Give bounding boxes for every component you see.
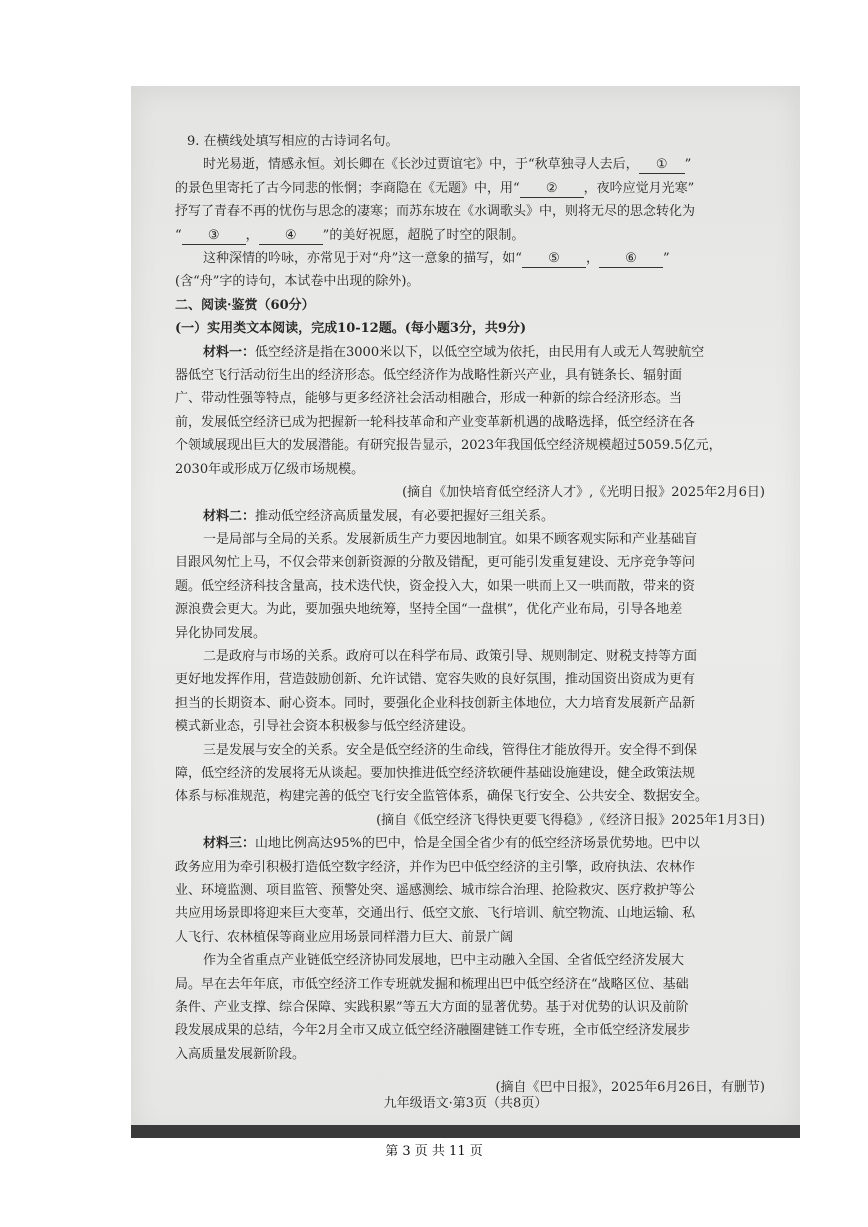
material-1-line: 器低空飞行活动衍生出的经济形态。低空经济作为战略性新兴产业，具有链条长、辐射面: [175, 368, 683, 384]
material-1-source: (摘自《加快培育低空经济人才》,《光明日报》2025年2月6日): [402, 485, 765, 501]
material-3-line: 业、环境监测、项目监管、预警处突、遥感测绘、城市综合治理、抢险救灾、医疗救护等公: [175, 883, 696, 898]
answer-blank-2[interactable]: ②: [520, 181, 584, 198]
material-3-source: (摘自《巴中日报》，2025年6月26日，有删节): [495, 1080, 765, 1096]
q9-line-3: 抒写了青春不再的忧伤与思念的凄寒；而苏东坡在《水调歌头》中，则将无尽的思念转化为: [175, 204, 696, 220]
q9-title: 9. 在横线处填写相应的古诗词名句。: [187, 134, 399, 149]
material-1-line: 广、带动性强等特点，能够与更多经济社会活动相融合，形成一种新的综合经济形态。当: [175, 391, 683, 407]
answer-blank-6[interactable]: ⑥: [599, 251, 663, 268]
answer-blank-3[interactable]: ③: [182, 228, 246, 245]
material-1-line: 个领域展现出巨大的发展潜能。有研究报告显示，2023年我国低空经济规模超过5059.5亿元，: [175, 438, 722, 454]
material-2-line: 模式新业态，引导社会资本积极参与低空经济建设。: [175, 719, 475, 735]
material-2-line: 体系与标准规范，构建完善的低空飞行安全监管体系，确保飞行安全、公共安全、数据安全。: [175, 789, 709, 805]
q9-line-4: [175, 224, 765, 247]
material-3-line: 作为全省重点产业链低空经济协同发展地，巴中主动融入全国、全省低空经济发展大: [203, 953, 685, 969]
material-text: 山地比例高达95%的巴中，恰是全国全省少有的低空经济场景优势地。巴中以: [255, 836, 700, 852]
answer-blank-5[interactable]: ⑤: [522, 251, 586, 268]
material-2-line: 题。低空经济科技含量高，技术迭代快，资金投入大，如果一哄而上又一哄而散，带来的资: [175, 578, 696, 594]
material-3-label: 材料三：: [203, 836, 256, 852]
material-2-line: 一是局部与全局的关系。发展新质生产力要因地制宜。如果不顾客观实际和产业基础盲: [203, 531, 698, 547]
page-content: [175, 130, 765, 1100]
q9-text: ”的美好祝愿，超脱了时空的限制。: [322, 227, 525, 243]
material-2-line: 源浪费会更大。为此，要加强央地统筹，坚持全国“一盘棋”，优化产业布局，引导各地差: [175, 602, 683, 618]
q9-line-1: [175, 153, 765, 176]
exam-page-number: 九年级语文·第3页（共8页）: [383, 1096, 548, 1111]
document-page-number: 第 3 页 共 11 页: [385, 1144, 483, 1159]
q9-text: 的景色里寄托了古今同悲的怅惘；李商隐在《无题》中，用“: [175, 180, 520, 196]
material-1-label: 材料一：: [203, 344, 256, 360]
material-1-line: [175, 341, 765, 364]
q9-text: 这种深情的吟咏，亦常见于对“舟”这一意象的描写，如“: [203, 251, 522, 267]
q9-line-5: [175, 247, 765, 270]
material-3-line: 入高质量发展新阶段。: [175, 1046, 306, 1062]
material-3-line: 局。早在去年年底，市低空经济工作专班就发掘和梳理出巴中低空经济在“战略区位、基础: [175, 976, 689, 992]
material-3-line: 段发展成果的总结，今年2月全市又成立低空经济融圈建链工作专班，全市低空经济发展步: [175, 1023, 691, 1039]
scan-edge-band: [131, 1125, 800, 1138]
answer-blank-1[interactable]: ①: [639, 157, 685, 174]
material-3-line: [175, 832, 765, 855]
material-2-line: 更好地发挥作用，营造鼓励创新、允许试错、宽容失败的良好氛围，推动国资出资成为更有: [175, 672, 696, 688]
material-3-line: 人飞行、农林植保等商业应用场景同样潜力巨大、前景广阔: [175, 929, 514, 945]
material-1-line: 前，发展低空经济已成为把握新一轮科技革命和产业变革新机遇的战略选择，低空经济在各: [175, 414, 696, 430]
q9-text: ”: [662, 251, 670, 267]
material-text: 推动低空经济高质量发展，有必要把握好三组关系。: [255, 508, 555, 524]
q9-text: ，: [245, 227, 259, 243]
answer-blank-4[interactable]: ④: [259, 228, 323, 245]
material-2-intro: [175, 505, 765, 528]
material-2-line: 担当的长期资本、耐心资本。同时，要强化企业科技创新主体地位，大力培育发展新产品新: [175, 695, 696, 711]
q9-line-2: [175, 177, 765, 200]
q9-text: 时光易逝，情感永恒。刘长卿在《长沙过贾谊宅》中，于“秋草独寻人去后，: [203, 157, 639, 173]
material-2-label: 材料二：: [203, 508, 256, 524]
material-2-line: 异化协同发展。: [175, 625, 267, 641]
material-3-line: 条件、产业支撑、综合保障、实践积累”等五大方面的显著优势。基于对优势的认识及前阶: [175, 1000, 689, 1016]
material-3-line: 共应用场景即将迎来巨大变革，交通出行、低空文旅、飞行培训、航空物流、山地运输、私: [175, 906, 696, 922]
q9-text: ”: [684, 157, 692, 173]
q9-text: ，夜吟应觉月光寒”: [583, 180, 695, 196]
material-2-source: (摘自《低空经济飞得快更要飞得稳》,《经济日报》2025年1月3日): [376, 812, 765, 828]
material-2-line: 三是发展与安全的关系。安全是低空经济的生命线，管得住才能放得开。安全得不到保: [203, 742, 698, 758]
material-2-line: 障，低空经济的发展将无从谈起。要加快推进低空经济软硬件基础设施建设，健全政策法规: [175, 765, 696, 781]
material-2-line: 二是政府与市场的关系。政府可以在科学布局、政策引导、规则制定、财税支持等方面: [203, 648, 698, 664]
q9-text: ，: [585, 251, 599, 267]
material-2-line: 目跟风匆忙上马，不仅会带来创新资源的分散及错配，更可能引发重复建设、无序竞争等问: [175, 555, 696, 571]
material-1-line: 2030年或形成万亿级市场规模。: [175, 461, 365, 477]
subsection-title: (一）实用类文本阅读，完成10-12题。(每小题3分，共9分): [175, 321, 527, 337]
section-title: 二、阅读·鉴赏（60分）: [175, 297, 315, 313]
material-text: 低空经济是指在3000米以下，以低空空域为依托，由民用有人或无人驾驶航空: [255, 344, 705, 360]
q9-text: “: [175, 227, 182, 243]
scanned-page: [131, 86, 800, 1138]
q9-line-6: (含“舟”字的诗句，本试卷中出现的除外)。: [175, 274, 420, 290]
material-3-line: 政务应用为牵引积极打造低空数字经济，并作为巴中低空经济的主引擎，政府执法、农林作: [175, 859, 696, 875]
